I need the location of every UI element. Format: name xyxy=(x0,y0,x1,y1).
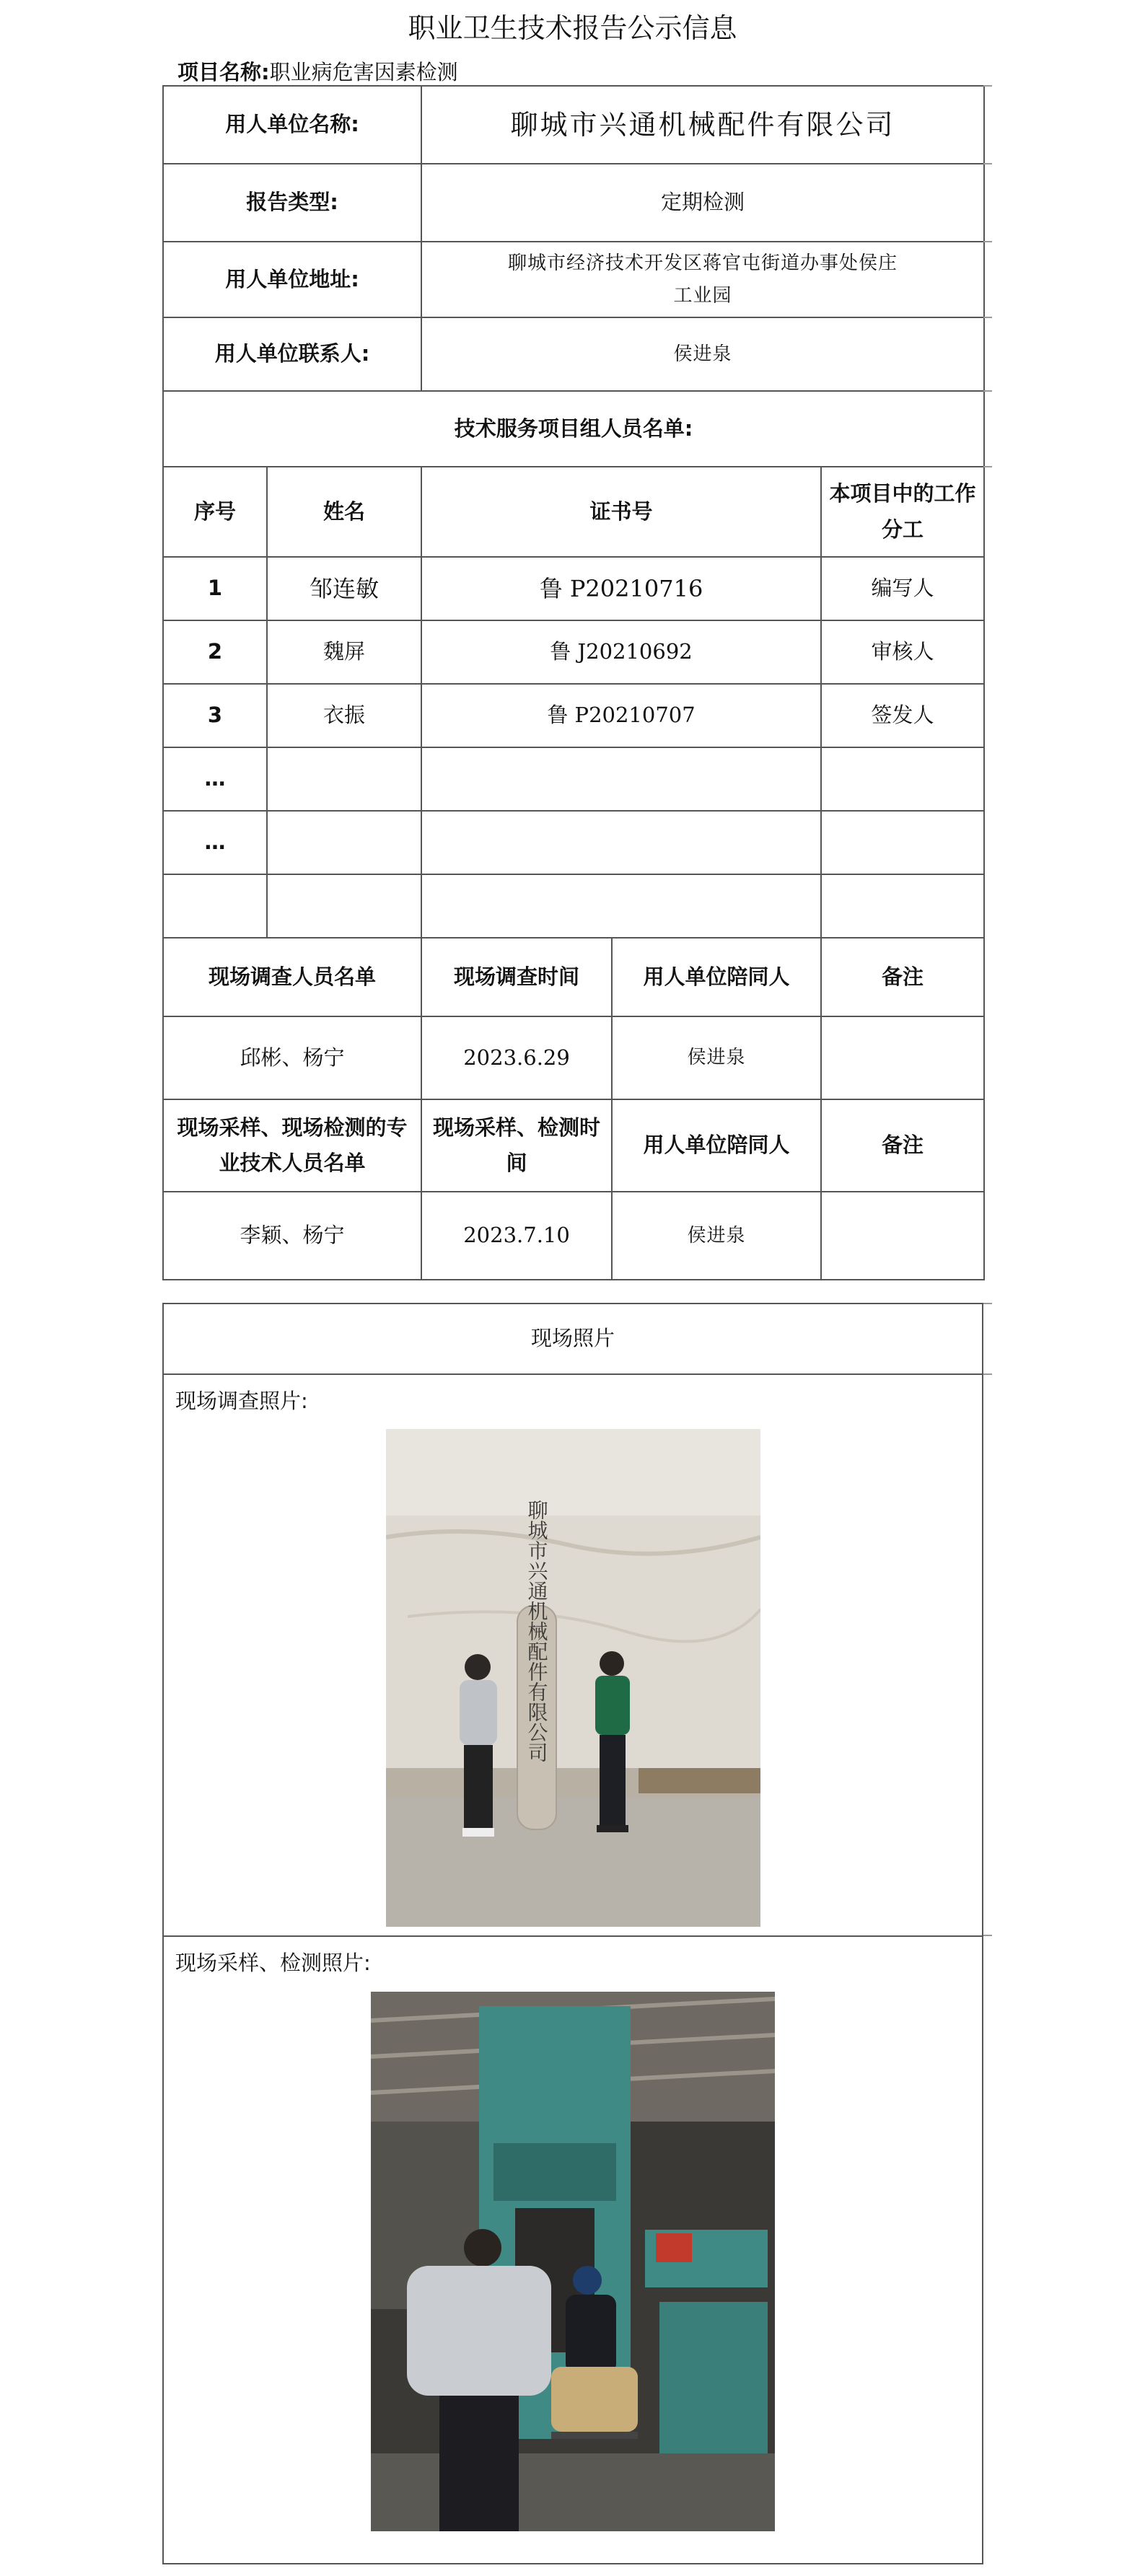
project-label: 项目名称: xyxy=(177,60,270,84)
edge-mark xyxy=(983,241,992,242)
team-cell-index: … xyxy=(163,747,267,811)
sampling-header-time: 现场采样、检测时间 xyxy=(421,1099,612,1192)
survey-header-remark: 备注 xyxy=(821,938,984,1016)
team-cell-role xyxy=(821,874,984,938)
survey-photo xyxy=(386,1429,760,1927)
edge-mark xyxy=(983,85,992,87)
sampling-escort: 侯进泉 xyxy=(612,1192,821,1280)
address-value xyxy=(421,242,984,317)
team-cell-name xyxy=(267,874,421,938)
page-title: 职业卫生技术报告公示信息 xyxy=(408,12,737,44)
team-heading: 技术服务项目组人员名单: xyxy=(163,391,984,467)
team-cell-role: 编写人 xyxy=(821,557,984,620)
survey-remark xyxy=(821,1016,984,1099)
team-header-index: 序号 xyxy=(163,467,267,557)
report-type-value: 定期检测 xyxy=(421,164,984,242)
team-cell-name: 衣振 xyxy=(267,684,421,747)
survey-header-escort: 用人单位陪同人 xyxy=(612,938,821,1016)
team-cell-name xyxy=(267,811,421,874)
team-cell-cert xyxy=(421,747,821,811)
sampling-photo-cell xyxy=(163,1936,983,2564)
address-label: 用人单位地址: xyxy=(163,242,421,317)
project-value: 职业病危害因素检测 xyxy=(269,60,458,84)
edge-mark xyxy=(983,1373,992,1375)
survey-photo-label: 现场调查照片: xyxy=(175,1389,308,1413)
team-cell-name: 魏屏 xyxy=(267,620,421,684)
edge-mark xyxy=(983,466,992,467)
survey-staff: 邱彬、杨宁 xyxy=(163,1016,421,1099)
team-cell-cert: 鲁 P20210707 xyxy=(421,684,821,747)
team-header-name: 姓名 xyxy=(267,467,421,557)
address-line-2: 工业园 xyxy=(673,284,732,307)
team-header-cert: 证书号 xyxy=(421,467,821,557)
edge-mark xyxy=(983,317,992,318)
table-row xyxy=(163,684,984,747)
sampling-photo-label: 现场采样、检测照片: xyxy=(175,1951,371,1976)
edge-mark xyxy=(983,1935,992,1936)
survey-header-staff: 现场调查人员名单 xyxy=(163,938,421,1016)
team-cell-index: … xyxy=(163,811,267,874)
edge-mark xyxy=(983,1303,992,1304)
team-cell-index xyxy=(163,874,267,938)
team-cell-role xyxy=(821,747,984,811)
sign-text: 聊城市兴通机械配件有限公司 xyxy=(525,1500,548,1763)
table-row xyxy=(163,811,984,874)
team-cell-cert: 鲁 J20210692 xyxy=(421,620,821,684)
table-row xyxy=(163,620,984,684)
survey-header-time: 现场调查时间 xyxy=(421,938,612,1016)
team-cell-role: 签发人 xyxy=(821,684,984,747)
photo-table xyxy=(162,1303,983,2564)
table-row xyxy=(163,747,984,811)
sampling-header-remark: 备注 xyxy=(821,1099,984,1192)
team-header-role: 本项目中的工作分工 xyxy=(821,467,984,557)
sampling-time: 2023.7.10 xyxy=(421,1192,612,1280)
team-cell-cert xyxy=(421,874,821,938)
table-row xyxy=(163,557,984,620)
team-cell-index: 3 xyxy=(163,684,267,747)
team-cell-name xyxy=(267,747,421,811)
edge-mark xyxy=(983,390,992,392)
sampling-photo xyxy=(371,1992,775,2531)
survey-escort: 侯进泉 xyxy=(612,1016,821,1099)
info-table xyxy=(162,85,985,1280)
team-cell-cert xyxy=(421,811,821,874)
unit-name-label: 用人单位名称: xyxy=(163,86,421,164)
address-line-1: 聊城市经济技术开发区蒋官屯街道办事处侯庄 xyxy=(508,252,898,275)
team-cell-name: 邹连敏 xyxy=(267,557,421,620)
contact-value: 侯进泉 xyxy=(421,317,984,391)
sampling-header-escort: 用人单位陪同人 xyxy=(612,1099,821,1192)
photos-heading: 现场照片 xyxy=(163,1304,983,1374)
sampling-staff: 李颖、杨宁 xyxy=(163,1192,421,1280)
team-cell-cert: 鲁 P20210716 xyxy=(421,557,821,620)
sampling-header-staff: 现场采样、现场检测的专业技术人员名单 xyxy=(163,1099,421,1192)
project-line xyxy=(177,56,458,86)
team-cell-role: 审核人 xyxy=(821,620,984,684)
unit-name-value: 聊城市兴通机械配件有限公司 xyxy=(421,86,984,164)
survey-time: 2023.6.29 xyxy=(421,1016,612,1099)
survey-photo-cell xyxy=(163,1374,983,1936)
team-cell-index: 2 xyxy=(163,620,267,684)
contact-label: 用人单位联系人: xyxy=(163,317,421,391)
sampling-remark xyxy=(821,1192,984,1280)
edge-mark xyxy=(983,163,992,164)
team-cell-role xyxy=(821,811,984,874)
team-cell-index: 1 xyxy=(163,557,267,620)
table-row xyxy=(163,874,984,938)
report-type-label: 报告类型: xyxy=(163,164,421,242)
